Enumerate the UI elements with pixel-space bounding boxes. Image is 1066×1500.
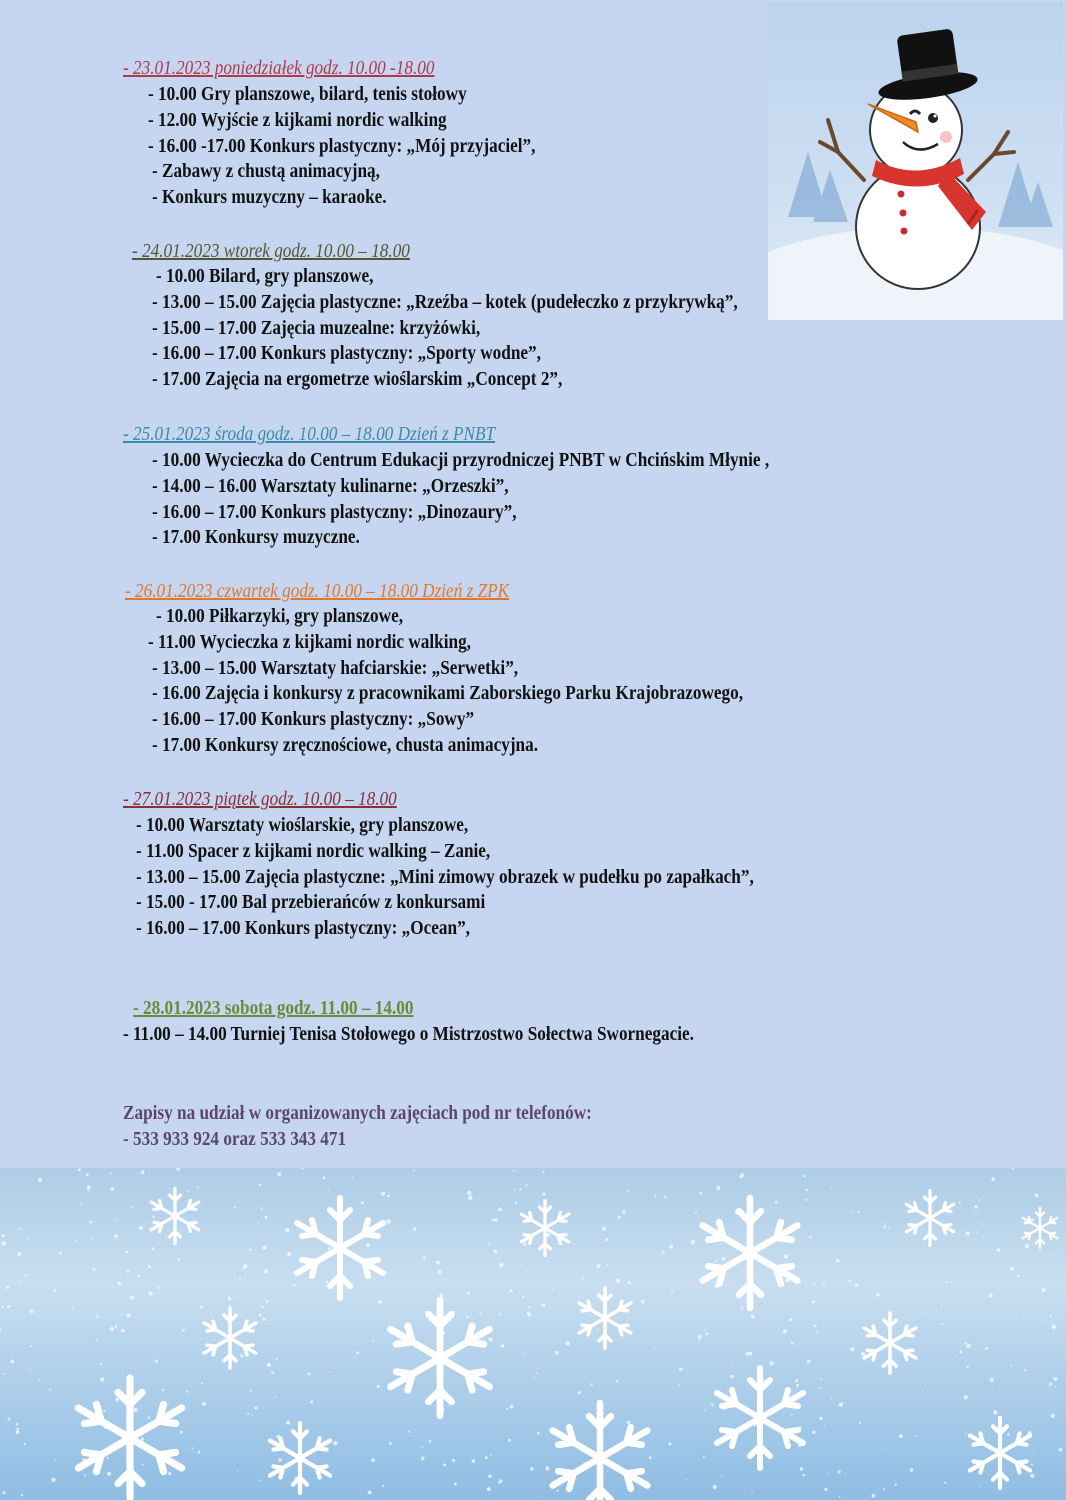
day-block-4 <box>125 579 572 603</box>
day-items-3 <box>152 448 870 551</box>
list-item: - 10.00 Gry planszowe, bilard, tenis stołowy <box>148 83 467 105</box>
list-item: - 12.00 Wyjście z kijkami nordic walking <box>148 108 447 131</box>
list-item: - 10.00 Piłkarzyki, gry planszowe, <box>156 605 404 627</box>
contact-line: Zapisy na udział w organizowanych zajęciach pod nr telefonów: <box>123 1102 592 1124</box>
list-item: - 16.00 – 17.00 Konkurs plastyczny: „Dinozaury”, <box>152 500 517 523</box>
list-item: - 14.00 – 16.00 Warsztaty kulinarne: „Orzeszki”, <box>152 474 509 497</box>
snowflake-band <box>0 1168 1066 1500</box>
day-block-2 <box>132 239 455 263</box>
day-block-1 <box>123 56 485 80</box>
list-item: - 13.00 – 15.00 Zajęcia plastyczne: „Rzeźba – kotek (pudełeczko z przykrywką”, <box>152 290 738 313</box>
day-block-6 <box>133 996 459 1020</box>
list-item: - Zabawy z chustą animacyjną, <box>152 160 380 183</box>
day-header: - 27.01.2023 piątek godz. 10.00 – 18.00 <box>123 788 397 810</box>
list-item: - 16.00 – 17.00 Konkurs plastyczny: „Sowy” <box>152 708 475 731</box>
day-header: - 28.01.2023 sobota godz. 11.00 – 14.00 <box>133 997 414 1019</box>
list-item: - 17.00 Konkursy muzyczne. <box>152 526 360 549</box>
list-item: - 10.00 Warsztaty wioślarskie, gry planszowe, <box>136 814 469 836</box>
day-block-3 <box>123 422 556 446</box>
list-item: - 10.00 Wycieczka do Centrum Edukacji przyrodniczej PNBT w Chcińskim Młynie , <box>152 449 770 471</box>
day-items-6 <box>123 1022 787 1048</box>
list-item: - 16.00 – 17.00 Konkurs plastyczny: „Sporty wodne”, <box>152 342 541 365</box>
day-header: - 25.01.2023 środa godz. 10.00 – 18.00 Dzień z PNBT <box>123 423 496 445</box>
list-item: - 17.00 Zajęcia na ergometrze wioślarskim „Concept 2”, <box>152 368 563 391</box>
list-item: - 17.00 Konkursy zręcznościowe, chusta animacyjna. <box>152 733 539 756</box>
list-item: - 10.00 Bilard, gry planszowe, <box>156 265 374 287</box>
list-item: - 15.00 – 17.00 Zajęcia muzealne: krzyżówki, <box>152 316 481 339</box>
list-item: - 13.00 – 15.00 Zajęcia plastyczne: „Mini zimowy obrazek w pudełku po zapałkach”, <box>136 865 754 888</box>
list-item: - 15.00 - 17.00 Bal przebierańców z konkursami <box>136 891 486 914</box>
list-item: - 11.00 – 14.00 Turniej Tenisa Stołowego o Mistrzostwo Sołectwa Swornegacie. <box>123 1023 694 1045</box>
snowflake-decoration <box>0 1168 1066 1500</box>
day-items-2 <box>152 264 833 393</box>
day-items-4 <box>148 604 839 759</box>
list-item: - 16.00 – 17.00 Konkurs plastyczny: „Ocean”, <box>136 917 470 940</box>
day-items-5 <box>136 813 854 942</box>
day-header: - 23.01.2023 poniedziałek godz. 10.00 -18.00 <box>123 57 435 79</box>
list-item: - 11.00 Wycieczka z kijkami nordic walking, <box>148 630 471 653</box>
day-items-1 <box>148 82 599 211</box>
day-header: - 24.01.2023 wtorek godz. 10.00 – 18.00 <box>132 240 410 262</box>
day-header: - 26.01.2023 czwartek godz. 10.00 – 18.00 Dzień z ZPK <box>125 580 510 602</box>
day-block-5 <box>123 787 441 811</box>
list-item: - 13.00 – 15.00 Warsztaty hafciarskie: „Serwetki”, <box>152 656 519 679</box>
contact-info <box>123 1100 592 1152</box>
list-item: - Konkurs muzyczny – karaoke. <box>152 186 387 209</box>
list-item: - 16.00 Zajęcia i konkursy z pracownikami Zaborskiego Parku Krajobrazowego, <box>152 682 744 705</box>
list-item: - 16.00 -17.00 Konkurs plastyczny: „Mój przyjaciel”, <box>148 134 536 157</box>
contact-phone: - 533 933 924 oraz 533 343 471 <box>123 1128 347 1150</box>
list-item: - 11.00 Spacer z kijkami nordic walking – Zanie, <box>136 839 491 862</box>
